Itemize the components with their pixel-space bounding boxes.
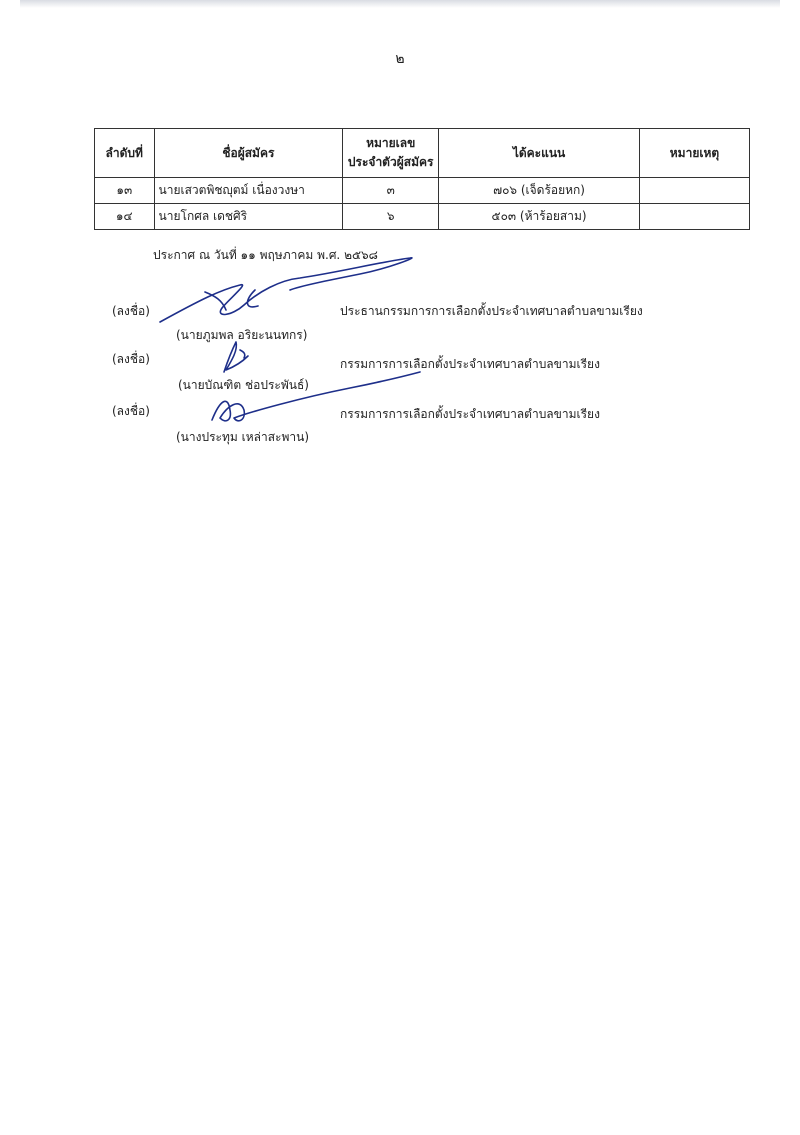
cell-number: ๖ xyxy=(343,204,439,230)
col-header-order: ลำดับที่ xyxy=(95,129,155,178)
cell-note xyxy=(639,204,749,230)
col-header-number xyxy=(343,129,439,178)
sign-label-2: (ลงชื่อ) xyxy=(112,352,150,366)
sign-label-1: (ลงชื่อ) xyxy=(112,304,150,318)
table-row xyxy=(95,178,750,204)
announcement-date: ประกาศ ณ วันที่ ๑๑ พฤษภาคม พ.ศ. ๒๕๖๘ xyxy=(153,248,378,262)
col-header-number-line2: ประจำตัวผู้สมัคร xyxy=(347,155,434,169)
sign-role-2: กรรมการการเลือกตั้งประจำเทศบาลตำบลขามเรียง xyxy=(340,357,600,371)
sign-role-3: กรรมการการเลือกตั้งประจำเทศบาลตำบลขามเรียง xyxy=(340,407,600,421)
page-number: ๒ xyxy=(395,51,405,67)
cell-score: ๕๐๓ (ห้าร้อยสาม) xyxy=(439,204,640,230)
cell-order: ๑๓ xyxy=(95,178,155,204)
cell-name: นายโกศล เดชศิริ xyxy=(154,204,343,230)
scan-edge-shadow xyxy=(20,0,780,8)
table-row xyxy=(95,204,750,230)
signature-2-icon xyxy=(224,342,248,372)
cell-number: ๓ xyxy=(343,178,439,204)
col-header-score: ได้คะแนน xyxy=(439,129,640,178)
cell-order: ๑๔ xyxy=(95,204,155,230)
sign-name-1: (นายภูมพล อริยะนนทกร) xyxy=(176,328,308,342)
results-table xyxy=(94,128,750,230)
col-header-number-line1: หมายเลข xyxy=(366,136,416,150)
sign-role-1: ประธานกรรมการการเลือกตั้งประจำเทศบาลตำบลขามเรียง xyxy=(340,304,643,318)
col-header-name: ชื่อผู้สมัคร xyxy=(154,129,343,178)
sign-name-3: (นางประทุม เหล่าสะพาน) xyxy=(176,430,310,444)
cell-name: นายเสวตพิชญุตม์ เนื่องวงษา xyxy=(154,178,343,204)
cell-score: ๗๐๖ (เจ็ดร้อยหก) xyxy=(439,178,640,204)
sign-name-2: (นายบัณฑิต ช่อประพันธ์) xyxy=(178,378,309,392)
cell-note xyxy=(639,178,749,204)
col-header-note: หมายเหตุ xyxy=(639,129,749,178)
sign-label-3: (ลงชื่อ) xyxy=(112,404,150,418)
table-header-row xyxy=(95,129,750,178)
